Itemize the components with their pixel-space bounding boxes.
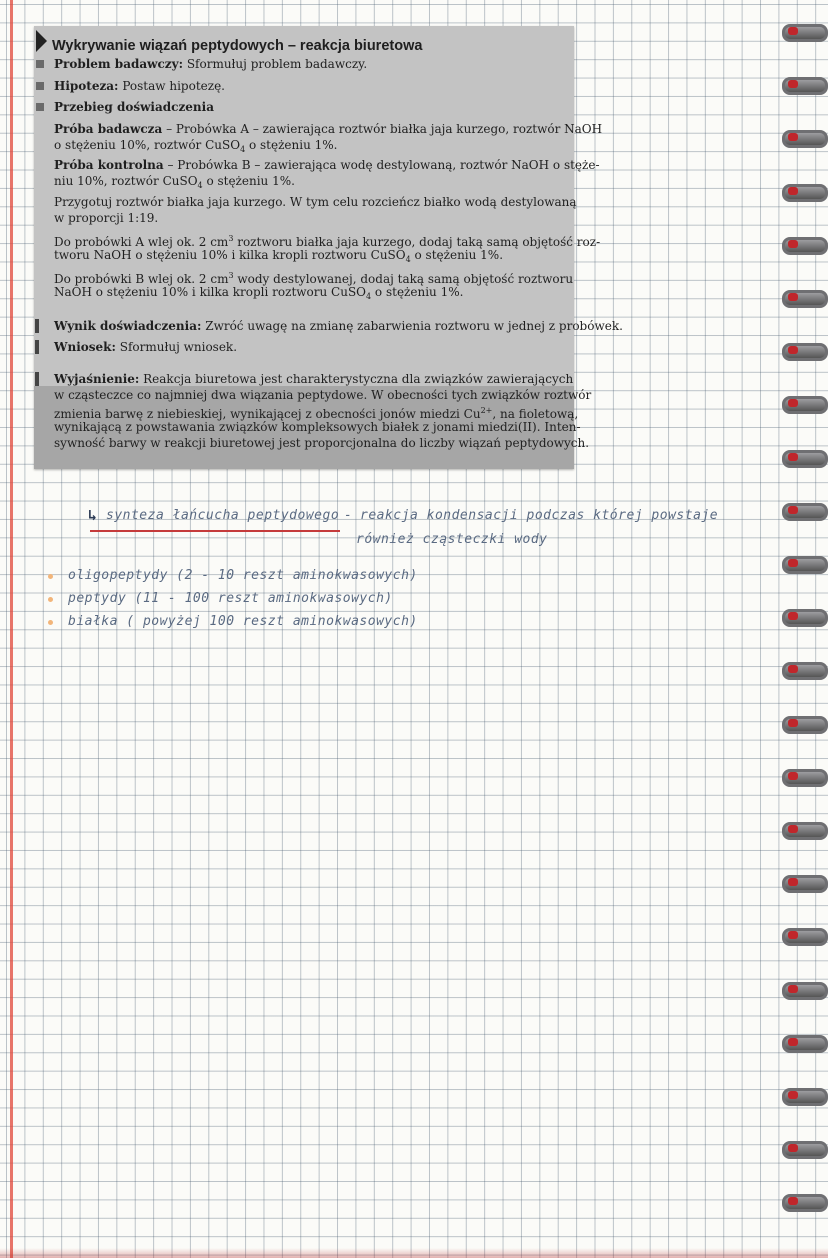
step-b-line-1: Do probówki B wlej ok. 2 $cm^3$ wody destylowanej, dodaj taką samą objętość roztworu bbox=[54, 271, 574, 286]
prep-line-2: w proporcji 1:19. bbox=[54, 211, 159, 225]
sample-line-2: o stężeniu 10%, roztwór CuSO$_4$ o stężeniu 1%. bbox=[54, 138, 338, 154]
page-edge bbox=[0, 1248, 828, 1258]
spiral-ring bbox=[782, 1137, 826, 1159]
bar-marker bbox=[35, 372, 39, 386]
prep-line-1: Przygotuj roztwór białka jaja kurzego. W tym celu rozcieńcz białko wodą destylowaną bbox=[54, 195, 577, 209]
spiral-ring bbox=[782, 233, 826, 255]
spiral-ring bbox=[782, 126, 826, 148]
hypothesis-line: Hipoteza: Postaw hipotezę. bbox=[54, 79, 225, 93]
spiral-ring bbox=[782, 446, 826, 468]
problem-line: Problem badawczy: Sformułuj problem badawczy. bbox=[54, 57, 368, 71]
note-definition-line-1: reakcja kondensacji podczas której powstaje bbox=[360, 508, 719, 523]
spiral-binding bbox=[778, 20, 828, 1230]
spiral-ring bbox=[782, 392, 826, 414]
margin-line bbox=[10, 0, 13, 1258]
note-dash: - bbox=[344, 508, 353, 523]
spiral-ring bbox=[782, 73, 826, 95]
spiral-ring bbox=[782, 1190, 826, 1212]
spiral-ring bbox=[782, 871, 826, 893]
spiral-ring bbox=[782, 1031, 826, 1053]
list-bullet bbox=[48, 620, 53, 625]
box-title: Wykrywanie wiązań peptydowych – reakcja biuretowa bbox=[52, 38, 423, 54]
spiral-ring bbox=[782, 286, 826, 308]
bullet-icon bbox=[36, 60, 44, 68]
spiral-ring bbox=[782, 978, 826, 1000]
list-item-peptides: peptydy (11 - 100 reszt aminokwasowych) bbox=[68, 591, 393, 606]
spiral-ring bbox=[782, 924, 826, 946]
printed-experiment-box bbox=[34, 26, 623, 469]
spiral-ring bbox=[782, 712, 826, 734]
control-line-1: Próba kontrolna – Probówka B – zawierająca wodę destylowaną, roztwór NaOH o stęże- bbox=[54, 158, 600, 172]
step-a-line-2: tworu NaOH o stężeniu 10% i kilka kropli roztworu CuSO$_4$ o stężeniu 1%. bbox=[54, 248, 504, 264]
list-item-proteins: białka ( powyżej 100 reszt aminokwasowych) bbox=[68, 614, 418, 629]
explanation-line-2: w cząsteczce co najmniej dwa wiązania peptydowe. W obecności tych związków roztwór bbox=[54, 388, 592, 402]
title-arrow-icon bbox=[36, 30, 47, 52]
step-a-line-1: Do probówki A wlej ok. 2 $cm^3$ roztworu białka jaja kurzego, dodaj taką samą objętość roz- bbox=[54, 234, 601, 249]
arrow-icon: ↳ bbox=[88, 506, 98, 524]
list-bullet bbox=[48, 574, 53, 579]
conclusion-line: Wniosek: Sformułuj wniosek. bbox=[54, 340, 238, 354]
control-line-2: niu 10%, roztwór CuSO$_4$ o stężeniu 1%. bbox=[54, 174, 295, 190]
spiral-ring bbox=[782, 180, 826, 202]
bar-marker bbox=[35, 319, 39, 333]
spiral-ring bbox=[782, 339, 826, 361]
spiral-ring bbox=[782, 658, 826, 680]
bar-marker bbox=[35, 340, 39, 354]
heading-underline bbox=[90, 530, 340, 532]
spiral-ring bbox=[782, 552, 826, 574]
explanation-line-4: wynikającą z powstawania związków kompleksowych białek z jonami miedzi(II). Inten- bbox=[54, 420, 581, 434]
spiral-ring bbox=[782, 818, 826, 840]
spiral-ring bbox=[782, 605, 826, 627]
step-b-line-2: NaOH o stężeniu 10% i kilka kropli roztworu CuSO$_4$ o stężeniu 1%. bbox=[54, 285, 464, 301]
note-heading: synteza łańcucha peptydowego bbox=[106, 508, 340, 523]
spiral-ring bbox=[782, 765, 826, 787]
explanation-line-5: sywność barwy w reakcji biuretowej jest proporcjonalna do liczby wiązań peptydowych. bbox=[54, 436, 590, 450]
note-definition-line-2: również cząsteczki wody bbox=[356, 532, 548, 547]
list-item-oligopeptides: oligopeptydy (2 - 10 reszt aminokwasowych) bbox=[68, 568, 418, 583]
bullet-icon bbox=[36, 82, 44, 90]
spiral-ring bbox=[782, 20, 826, 42]
spiral-ring bbox=[782, 1084, 826, 1106]
procedure-heading: Przebieg doświadczenia bbox=[54, 100, 214, 114]
list-bullet bbox=[48, 597, 53, 602]
explanation-line-1: Wyjaśnienie: Reakcja biuretowa jest charakterystyczna dla związków zawierających bbox=[54, 372, 574, 386]
result-line: Wynik doświadczenia: Zwróć uwagę na zmianę zabarwienia roztworu w jednej z probówek. bbox=[54, 319, 623, 333]
sample-line-1: Próba badawcza – Probówka A – zawierająca roztwór białka jaja kurzego, roztwór NaOH bbox=[54, 122, 603, 136]
explanation-line-3: zmienia barwę z niebieskiej, wynikającej z obecności jonów miedzi $Cu^{2+}$, na fioletową, bbox=[54, 406, 579, 421]
spiral-ring bbox=[782, 499, 826, 521]
bullet-icon bbox=[36, 103, 44, 111]
